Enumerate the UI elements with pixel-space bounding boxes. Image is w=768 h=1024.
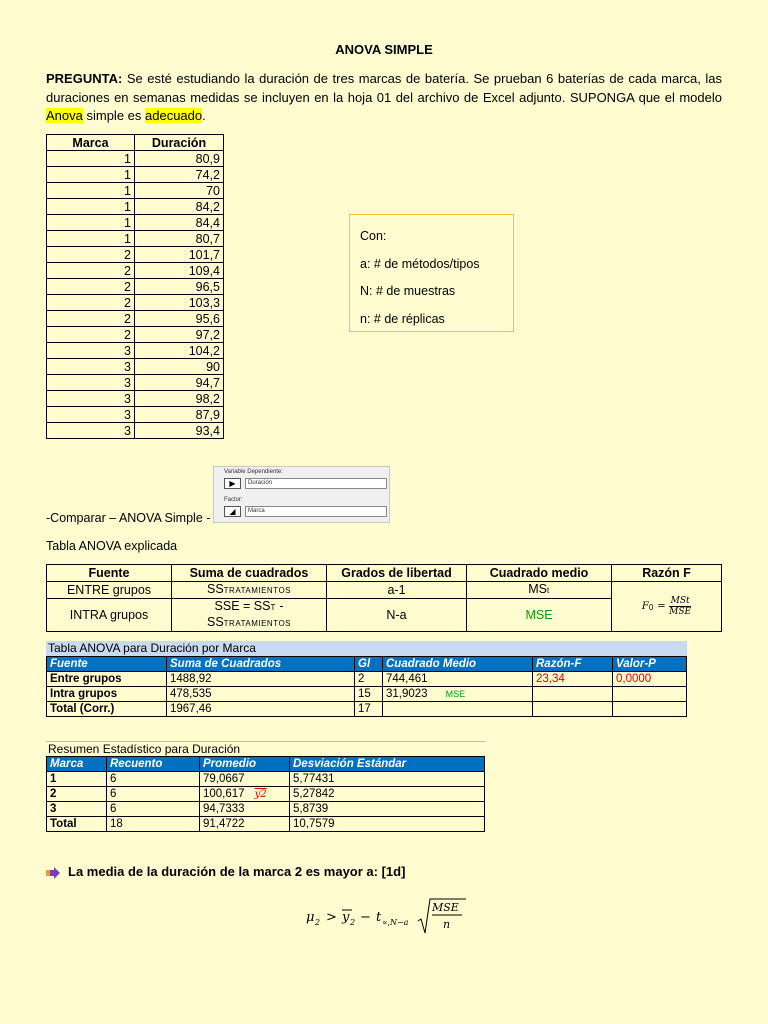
cell-marca: 3 <box>47 407 135 423</box>
cell-marca: 1 <box>47 151 135 167</box>
cell-duracion: 87,9 <box>135 407 224 423</box>
table-row <box>47 231 224 247</box>
table-row <box>47 167 224 183</box>
table-row <box>47 215 224 231</box>
anova-explained-table <box>46 564 722 632</box>
summary-col-recuento: Recuento <box>107 757 200 772</box>
col-cuadrado: Cuadrado medio <box>467 565 612 582</box>
table-row <box>47 279 224 295</box>
highlight-anova: Anova <box>46 108 83 123</box>
cell-duracion: 80,9 <box>135 151 224 167</box>
definitions-box <box>349 214 514 332</box>
table-row <box>47 327 224 343</box>
col-suma: Suma de cuadrados <box>172 565 327 582</box>
add-dependent-button[interactable]: ▶ <box>224 478 241 489</box>
table-row <box>47 375 224 391</box>
table-row: Entre grupos 1488,92 2 744,461 23,34 0,0000 <box>47 672 687 687</box>
explained-title: Tabla ANOVA explicada <box>46 539 178 553</box>
table-row <box>47 359 224 375</box>
cell-duracion: 84,2 <box>135 199 224 215</box>
table-row: Total (Corr.) 1967,46 17 <box>47 702 687 717</box>
cell-duracion: 94,7 <box>135 375 224 391</box>
cell-duracion: 95,6 <box>135 311 224 327</box>
dependent-field[interactable]: Duración <box>245 478 387 489</box>
row-entre-cuadrado: MSt <box>467 582 612 599</box>
anova-col-gl: Gl <box>355 657 383 672</box>
cell-marca: 2 <box>47 311 135 327</box>
cell-duracion: 93,4 <box>135 423 224 439</box>
ybar2-tag: y2 <box>254 788 267 800</box>
svg-text:t: t <box>376 910 382 925</box>
data-header-marca: Marca <box>47 135 135 151</box>
cell-marca: 1 <box>47 199 135 215</box>
cell-marca: 3 <box>47 343 135 359</box>
col-fuente: Fuente <box>47 565 172 582</box>
table-row <box>47 343 224 359</box>
summary-output <box>46 741 485 832</box>
table-row <box>47 391 224 407</box>
summary-title: Resumen Estadístico para Duración <box>46 741 485 756</box>
confidence-formula <box>306 893 476 941</box>
cell-duracion: 101,7 <box>135 247 224 263</box>
cell-marca: 1 <box>47 215 135 231</box>
table-row <box>47 423 224 439</box>
row-entre-grados: a-1 <box>327 582 467 599</box>
summary-col-desviacion: Desviación Estándar <box>290 757 485 772</box>
col-grados: Grados de libertad <box>327 565 467 582</box>
svg-text:μ: μ <box>306 910 315 925</box>
row-entre-fuente: ENTRE grupos <box>47 582 172 599</box>
cell-marca: 2 <box>47 327 135 343</box>
cell-marca: 2 <box>47 279 135 295</box>
table-row: 1 6 79,0667 5,77431 <box>47 772 485 787</box>
cell-marca: 1 <box>47 167 135 183</box>
table-row <box>47 295 224 311</box>
svg-text:y: y <box>342 910 350 925</box>
row-intra-fuente: INTRA grupos <box>47 599 172 632</box>
table-row <box>47 263 224 279</box>
row-intra-suma: SSE = SST - SSTRATAMIENTOS <box>172 599 327 632</box>
cell-marca: 3 <box>47 423 135 439</box>
question-text-3: . <box>202 108 206 123</box>
cell-marca: 2 <box>47 295 135 311</box>
summary-col-marca: Marca <box>47 757 107 772</box>
svg-text:2: 2 <box>350 918 356 927</box>
summary-table <box>46 756 485 832</box>
table-row <box>47 247 224 263</box>
compare-instruction: -Comparar – ANOVA Simple - <box>46 511 211 525</box>
highlight-adecuado: adecuado <box>145 108 203 123</box>
cell-duracion: 80,7 <box>135 231 224 247</box>
question-text-1: Se esté estudiando la duración de tres marcas de batería. Se prueban 6 baterías de cada marca, las duraciones en semanas medidas se incluyen en la hoja 01 del archivo de Excel adjunto. SUPONGA que el modelo <box>46 71 722 105</box>
factor-field[interactable]: Marca <box>245 506 387 517</box>
cell-duracion: 90 <box>135 359 224 375</box>
question-text-2: simple es <box>82 108 146 123</box>
cell-marca: 3 <box>47 391 135 407</box>
table-row <box>47 199 224 215</box>
question-paragraph <box>46 70 722 126</box>
col-razon: Razón F <box>612 565 722 582</box>
cell-duracion: 96,5 <box>135 279 224 295</box>
table-row: 3 6 94,7333 5,8739 <box>47 802 485 817</box>
bullet-arrow-icon <box>46 867 60 879</box>
cell-duracion: 74,2 <box>135 167 224 183</box>
anova-col-razon: Razón-F <box>533 657 613 672</box>
cell-duracion: 84,4 <box>135 215 224 231</box>
summary-col-promedio: Promedio <box>200 757 290 772</box>
table-row: Total 18 91,4722 10,7579 <box>47 817 485 832</box>
svg-text:−: − <box>360 910 371 925</box>
anova-col-cuadrado: Cuadrado Medio <box>383 657 533 672</box>
cell-duracion: 97,2 <box>135 327 224 343</box>
add-factor-button[interactable]: ◢ <box>224 506 241 517</box>
dependent-label: Variable Dependiente: <box>224 469 283 475</box>
table-row: 2 6 100,617 y2 5,27842 <box>47 787 485 802</box>
variable-dialog <box>213 466 390 523</box>
f-ratio-formula: F0 = $\frac{\text{MSt}}{\text{MSE}}$ <box>612 582 722 632</box>
cell-duracion: 103,3 <box>135 295 224 311</box>
definitions-line: n: # de réplicas <box>360 311 445 326</box>
table-row: Intra grupos 478,535 15 31,9023 MSE <box>47 687 687 702</box>
cell-marca: 3 <box>47 359 135 375</box>
svg-text:2: 2 <box>315 918 321 927</box>
factor-label: Factor: <box>224 497 243 503</box>
anova-col-valor: Valor-P <box>613 657 687 672</box>
table-row <box>47 183 224 199</box>
cell-marca: 3 <box>47 375 135 391</box>
anova-output-table <box>46 656 687 717</box>
cell-duracion: 109,4 <box>135 263 224 279</box>
anova-output-title: Tabla ANOVA para Duración por Marca <box>46 641 687 656</box>
cell-marca: 1 <box>47 231 135 247</box>
svg-text:>: > <box>326 910 337 925</box>
definitions-line: N: # de muestras <box>360 284 456 298</box>
mse-tag: MSE <box>445 688 466 699</box>
anova-col-suma: Suma de Cuadrados <box>167 657 355 672</box>
data-table <box>46 134 224 439</box>
question-label: PREGUNTA: <box>46 71 123 86</box>
table-row <box>47 151 224 167</box>
anova-output <box>46 641 687 717</box>
row-intra-cuadrado: MSE <box>467 599 612 632</box>
formula-svg <box>306 893 476 937</box>
anova-col-fuente: Fuente <box>47 657 167 672</box>
cell-duracion: 98,2 <box>135 391 224 407</box>
cell-marca: 2 <box>47 247 135 263</box>
table-row <box>47 407 224 423</box>
row-intra-grados: N-a <box>327 599 467 632</box>
definitions-line: a: # de métodos/tipos <box>360 256 480 271</box>
question-2: La media de la duración de la marca 2 es mayor a: [1d] <box>46 864 405 879</box>
table-row <box>47 311 224 327</box>
svg-text:MSE: MSE <box>432 901 459 914</box>
cell-marca: 1 <box>47 183 135 199</box>
svg-text:∝,N−a: ∝,N−a <box>382 918 409 927</box>
cell-duracion: 104,2 <box>135 343 224 359</box>
definitions-line: Con: <box>360 229 387 243</box>
page-title: ANOVA SIMPLE <box>335 42 433 57</box>
cell-marca: 2 <box>47 263 135 279</box>
row-entre-suma: SSTRATAMIENTOS <box>172 582 327 599</box>
data-header-duracion: Duración <box>135 135 224 151</box>
svg-text:n: n <box>443 918 451 931</box>
cell-duracion: 70 <box>135 183 224 199</box>
